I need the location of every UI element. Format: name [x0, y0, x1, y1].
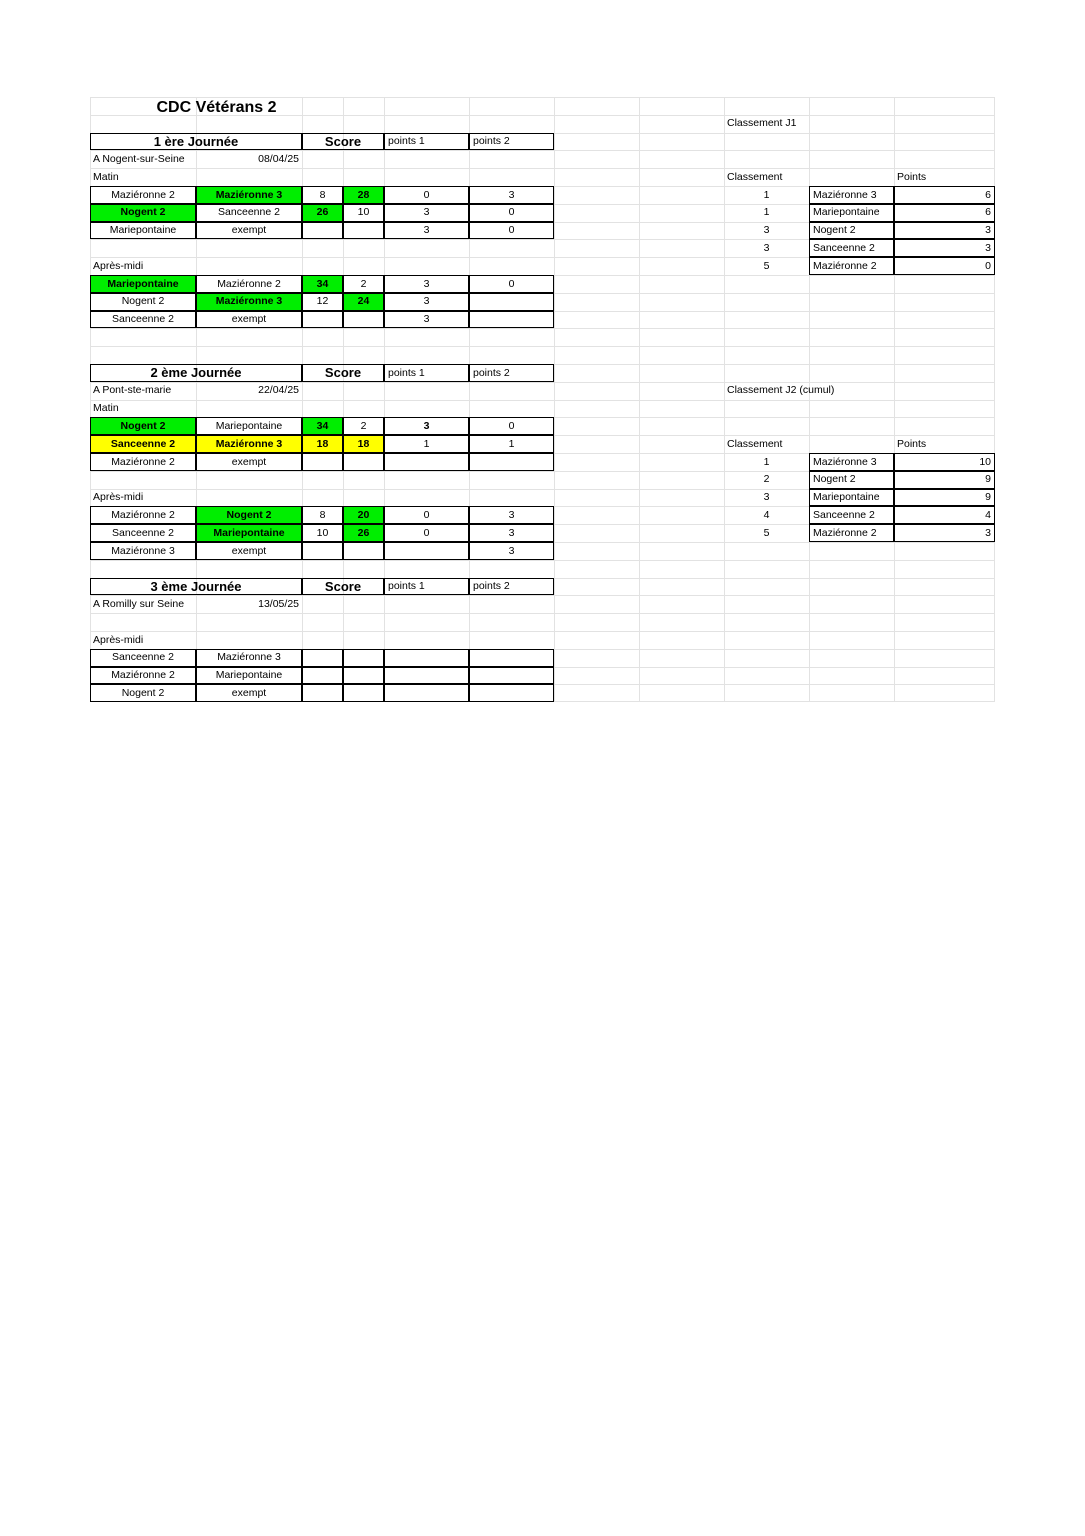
match-points1[interactable]: [384, 667, 469, 685]
standing-team[interactable]: Mariepontaine: [809, 489, 894, 507]
points1-header[interactable]: points 1: [384, 578, 469, 596]
standing-points[interactable]: 0: [894, 257, 995, 275]
match-points2[interactable]: 0: [469, 204, 554, 222]
match-points2[interactable]: 3: [469, 506, 554, 524]
match-team2[interactable]: exempt: [196, 542, 302, 560]
match-team2[interactable]: Mariepontaine: [196, 667, 302, 685]
match-points1[interactable]: 0: [384, 524, 469, 542]
match-points1[interactable]: [384, 542, 469, 560]
match-team1[interactable]: Maziéronne 2: [90, 186, 196, 204]
match-score2[interactable]: 18: [343, 435, 384, 453]
match-score1[interactable]: 34: [302, 275, 343, 293]
match-score1[interactable]: 8: [302, 186, 343, 204]
standing-rank[interactable]: 3: [763, 242, 770, 255]
match-score2[interactable]: [343, 649, 384, 667]
match-score1[interactable]: 12: [302, 293, 343, 311]
points-header[interactable]: Points: [897, 170, 927, 183]
match-team1[interactable]: Mariepontaine: [90, 275, 196, 293]
match-score1[interactable]: [302, 667, 343, 685]
match-score2[interactable]: [343, 684, 384, 702]
journee-location[interactable]: A Romilly sur Seine: [93, 598, 185, 611]
match-points1[interactable]: [384, 684, 469, 702]
standing-rank[interactable]: 1: [763, 206, 770, 219]
match-points2[interactable]: [469, 684, 554, 702]
match-points2[interactable]: 0: [469, 417, 554, 435]
standing-points[interactable]: 3: [894, 239, 995, 257]
session-label[interactable]: Après-midi: [93, 633, 144, 646]
match-points2[interactable]: [469, 293, 554, 311]
match-points2[interactable]: 0: [469, 275, 554, 293]
match-team2[interactable]: Maziéronne 3: [196, 649, 302, 667]
match-score1[interactable]: [302, 311, 343, 329]
match-score1[interactable]: [302, 684, 343, 702]
match-score1[interactable]: 34: [302, 417, 343, 435]
match-team2[interactable]: exempt: [196, 453, 302, 471]
match-team2[interactable]: exempt: [196, 222, 302, 240]
standing-rank[interactable]: 3: [763, 491, 770, 504]
standing-points[interactable]: 9: [894, 489, 995, 507]
match-points1[interactable]: 3: [384, 204, 469, 222]
score-header[interactable]: Score: [302, 133, 384, 151]
match-team1[interactable]: Maziéronne 3: [90, 542, 196, 560]
match-points2[interactable]: [469, 453, 554, 471]
match-score2[interactable]: 2: [343, 417, 384, 435]
match-score2[interactable]: 2: [343, 275, 384, 293]
standing-team[interactable]: Maziéronne 3: [809, 453, 894, 471]
standing-rank[interactable]: 2: [763, 473, 770, 486]
gridline-horizontal: [90, 560, 995, 561]
classement-header[interactable]: Classement: [727, 437, 783, 450]
match-score1[interactable]: 10: [302, 524, 343, 542]
session-label[interactable]: Après-midi: [93, 491, 144, 504]
match-team2[interactable]: Nogent 2: [196, 506, 302, 524]
standings-title[interactable]: Classement J2 (cumul): [727, 384, 835, 397]
session-label[interactable]: Après-midi: [93, 259, 144, 272]
standing-points[interactable]: 9: [894, 471, 995, 489]
match-points2[interactable]: 0: [469, 222, 554, 240]
match-points2[interactable]: [469, 311, 554, 329]
match-score1[interactable]: [302, 649, 343, 667]
score-header[interactable]: Score: [302, 364, 384, 382]
match-team2[interactable]: Sanceenne 2: [196, 204, 302, 222]
match-points1[interactable]: 3: [384, 275, 469, 293]
standing-rank[interactable]: 1: [763, 188, 770, 201]
match-team1[interactable]: Nogent 2: [90, 204, 196, 222]
match-score2[interactable]: [343, 311, 384, 329]
match-team1[interactable]: Nogent 2: [90, 684, 196, 702]
match-score1[interactable]: 18: [302, 435, 343, 453]
match-team2[interactable]: Maziéronne 3: [196, 293, 302, 311]
journee-location[interactable]: A Pont-ste-marie: [93, 384, 172, 397]
match-points1[interactable]: 0: [384, 186, 469, 204]
points2-header[interactable]: points 2: [469, 133, 554, 151]
match-score2[interactable]: 20: [343, 506, 384, 524]
match-score2[interactable]: 10: [343, 204, 384, 222]
match-points1[interactable]: [384, 453, 469, 471]
spreadsheet-sheet: [90, 97, 995, 709]
points2-header[interactable]: points 2: [469, 364, 554, 382]
match-points2[interactable]: 3: [469, 542, 554, 560]
points-header[interactable]: Points: [897, 437, 927, 450]
match-score1[interactable]: 26: [302, 204, 343, 222]
match-score2[interactable]: 26: [343, 524, 384, 542]
match-score2[interactable]: [343, 542, 384, 560]
match-points2[interactable]: [469, 667, 554, 685]
sheet-title[interactable]: CDC Vétérans 2: [156, 99, 277, 117]
standing-team[interactable]: Nogent 2: [809, 471, 894, 489]
match-team1[interactable]: Sanceenne 2: [90, 311, 196, 329]
standing-points[interactable]: 6: [894, 186, 995, 204]
match-team1[interactable]: Maziéronne 2: [90, 667, 196, 685]
match-score2[interactable]: 24: [343, 293, 384, 311]
match-points1[interactable]: 3: [384, 311, 469, 329]
match-points1[interactable]: 1: [384, 435, 469, 453]
match-team1[interactable]: Sanceenne 2: [90, 435, 196, 453]
points2-header[interactable]: points 2: [469, 578, 554, 596]
standing-rank[interactable]: 5: [763, 526, 770, 539]
match-team1[interactable]: Sanceenne 2: [90, 649, 196, 667]
standing-points[interactable]: 10: [894, 453, 995, 471]
journee-title[interactable]: 2 ème Journée: [90, 364, 302, 382]
match-team2[interactable]: Maziéronne 3: [196, 186, 302, 204]
standing-points[interactable]: 6: [894, 204, 995, 222]
journee-date[interactable]: 13/05/25: [258, 598, 299, 611]
standing-team[interactable]: Mariepontaine: [809, 204, 894, 222]
match-team2[interactable]: Mariepontaine: [196, 417, 302, 435]
match-score1[interactable]: [302, 453, 343, 471]
match-team1[interactable]: Mariepontaine: [90, 222, 196, 240]
standing-rank[interactable]: 4: [763, 509, 770, 522]
match-score1[interactable]: 8: [302, 506, 343, 524]
gridline-horizontal: [90, 613, 995, 614]
match-team2[interactable]: Maziéronne 2: [196, 275, 302, 293]
match-points2[interactable]: [469, 649, 554, 667]
standing-team[interactable]: Nogent 2: [809, 222, 894, 240]
journee-title[interactable]: 1 ère Journée: [90, 133, 302, 151]
gridline-horizontal: [90, 328, 995, 329]
match-team1[interactable]: Maziéronne 2: [90, 506, 196, 524]
standing-team[interactable]: Maziéronne 2: [809, 524, 894, 542]
points1-header[interactable]: points 1: [384, 364, 469, 382]
match-points1[interactable]: 3: [384, 222, 469, 240]
standing-team[interactable]: Sanceenne 2: [809, 506, 894, 524]
classement-header[interactable]: Classement: [727, 170, 783, 183]
match-team1[interactable]: Sanceenne 2: [90, 524, 196, 542]
journee-date[interactable]: 08/04/25: [258, 153, 299, 166]
match-team2[interactable]: exempt: [196, 684, 302, 702]
standing-points[interactable]: 3: [894, 524, 995, 542]
match-points1[interactable]: 3: [384, 417, 469, 435]
journee-date[interactable]: 22/04/25: [258, 384, 299, 397]
gridline-horizontal: [90, 346, 995, 347]
match-team2[interactable]: Maziéronne 3: [196, 435, 302, 453]
match-points2[interactable]: 3: [469, 524, 554, 542]
match-points2[interactable]: 3: [469, 186, 554, 204]
session-label[interactable]: Matin: [93, 170, 119, 183]
match-points2[interactable]: 1: [469, 435, 554, 453]
match-points1[interactable]: 3: [384, 293, 469, 311]
standing-points[interactable]: 4: [894, 506, 995, 524]
match-score2[interactable]: [343, 667, 384, 685]
journee-title[interactable]: 3 ème Journée: [90, 578, 302, 596]
match-score2[interactable]: [343, 453, 384, 471]
score-header[interactable]: Score: [302, 578, 384, 596]
session-label[interactable]: Matin: [93, 402, 119, 415]
match-team1[interactable]: Maziéronne 2: [90, 453, 196, 471]
match-team1[interactable]: Nogent 2: [90, 293, 196, 311]
standing-team[interactable]: Maziéronne 3: [809, 186, 894, 204]
match-score1[interactable]: [302, 222, 343, 240]
match-team1[interactable]: Nogent 2: [90, 417, 196, 435]
match-score2[interactable]: [343, 222, 384, 240]
match-team2[interactable]: exempt: [196, 311, 302, 329]
points1-header[interactable]: points 1: [384, 133, 469, 151]
journee-location[interactable]: A Nogent-sur-Seine: [93, 153, 185, 166]
match-points1[interactable]: [384, 649, 469, 667]
standing-points[interactable]: 3: [894, 222, 995, 240]
match-points1[interactable]: 0: [384, 506, 469, 524]
standings-title[interactable]: Classement J1: [727, 117, 797, 130]
standing-team[interactable]: Maziéronne 2: [809, 257, 894, 275]
standing-rank[interactable]: 1: [763, 455, 770, 468]
match-score2[interactable]: 28: [343, 186, 384, 204]
standing-rank[interactable]: 3: [763, 224, 770, 237]
standing-team[interactable]: Sanceenne 2: [809, 239, 894, 257]
match-team2[interactable]: Mariepontaine: [196, 524, 302, 542]
match-score1[interactable]: [302, 542, 343, 560]
standing-rank[interactable]: 5: [763, 259, 770, 272]
